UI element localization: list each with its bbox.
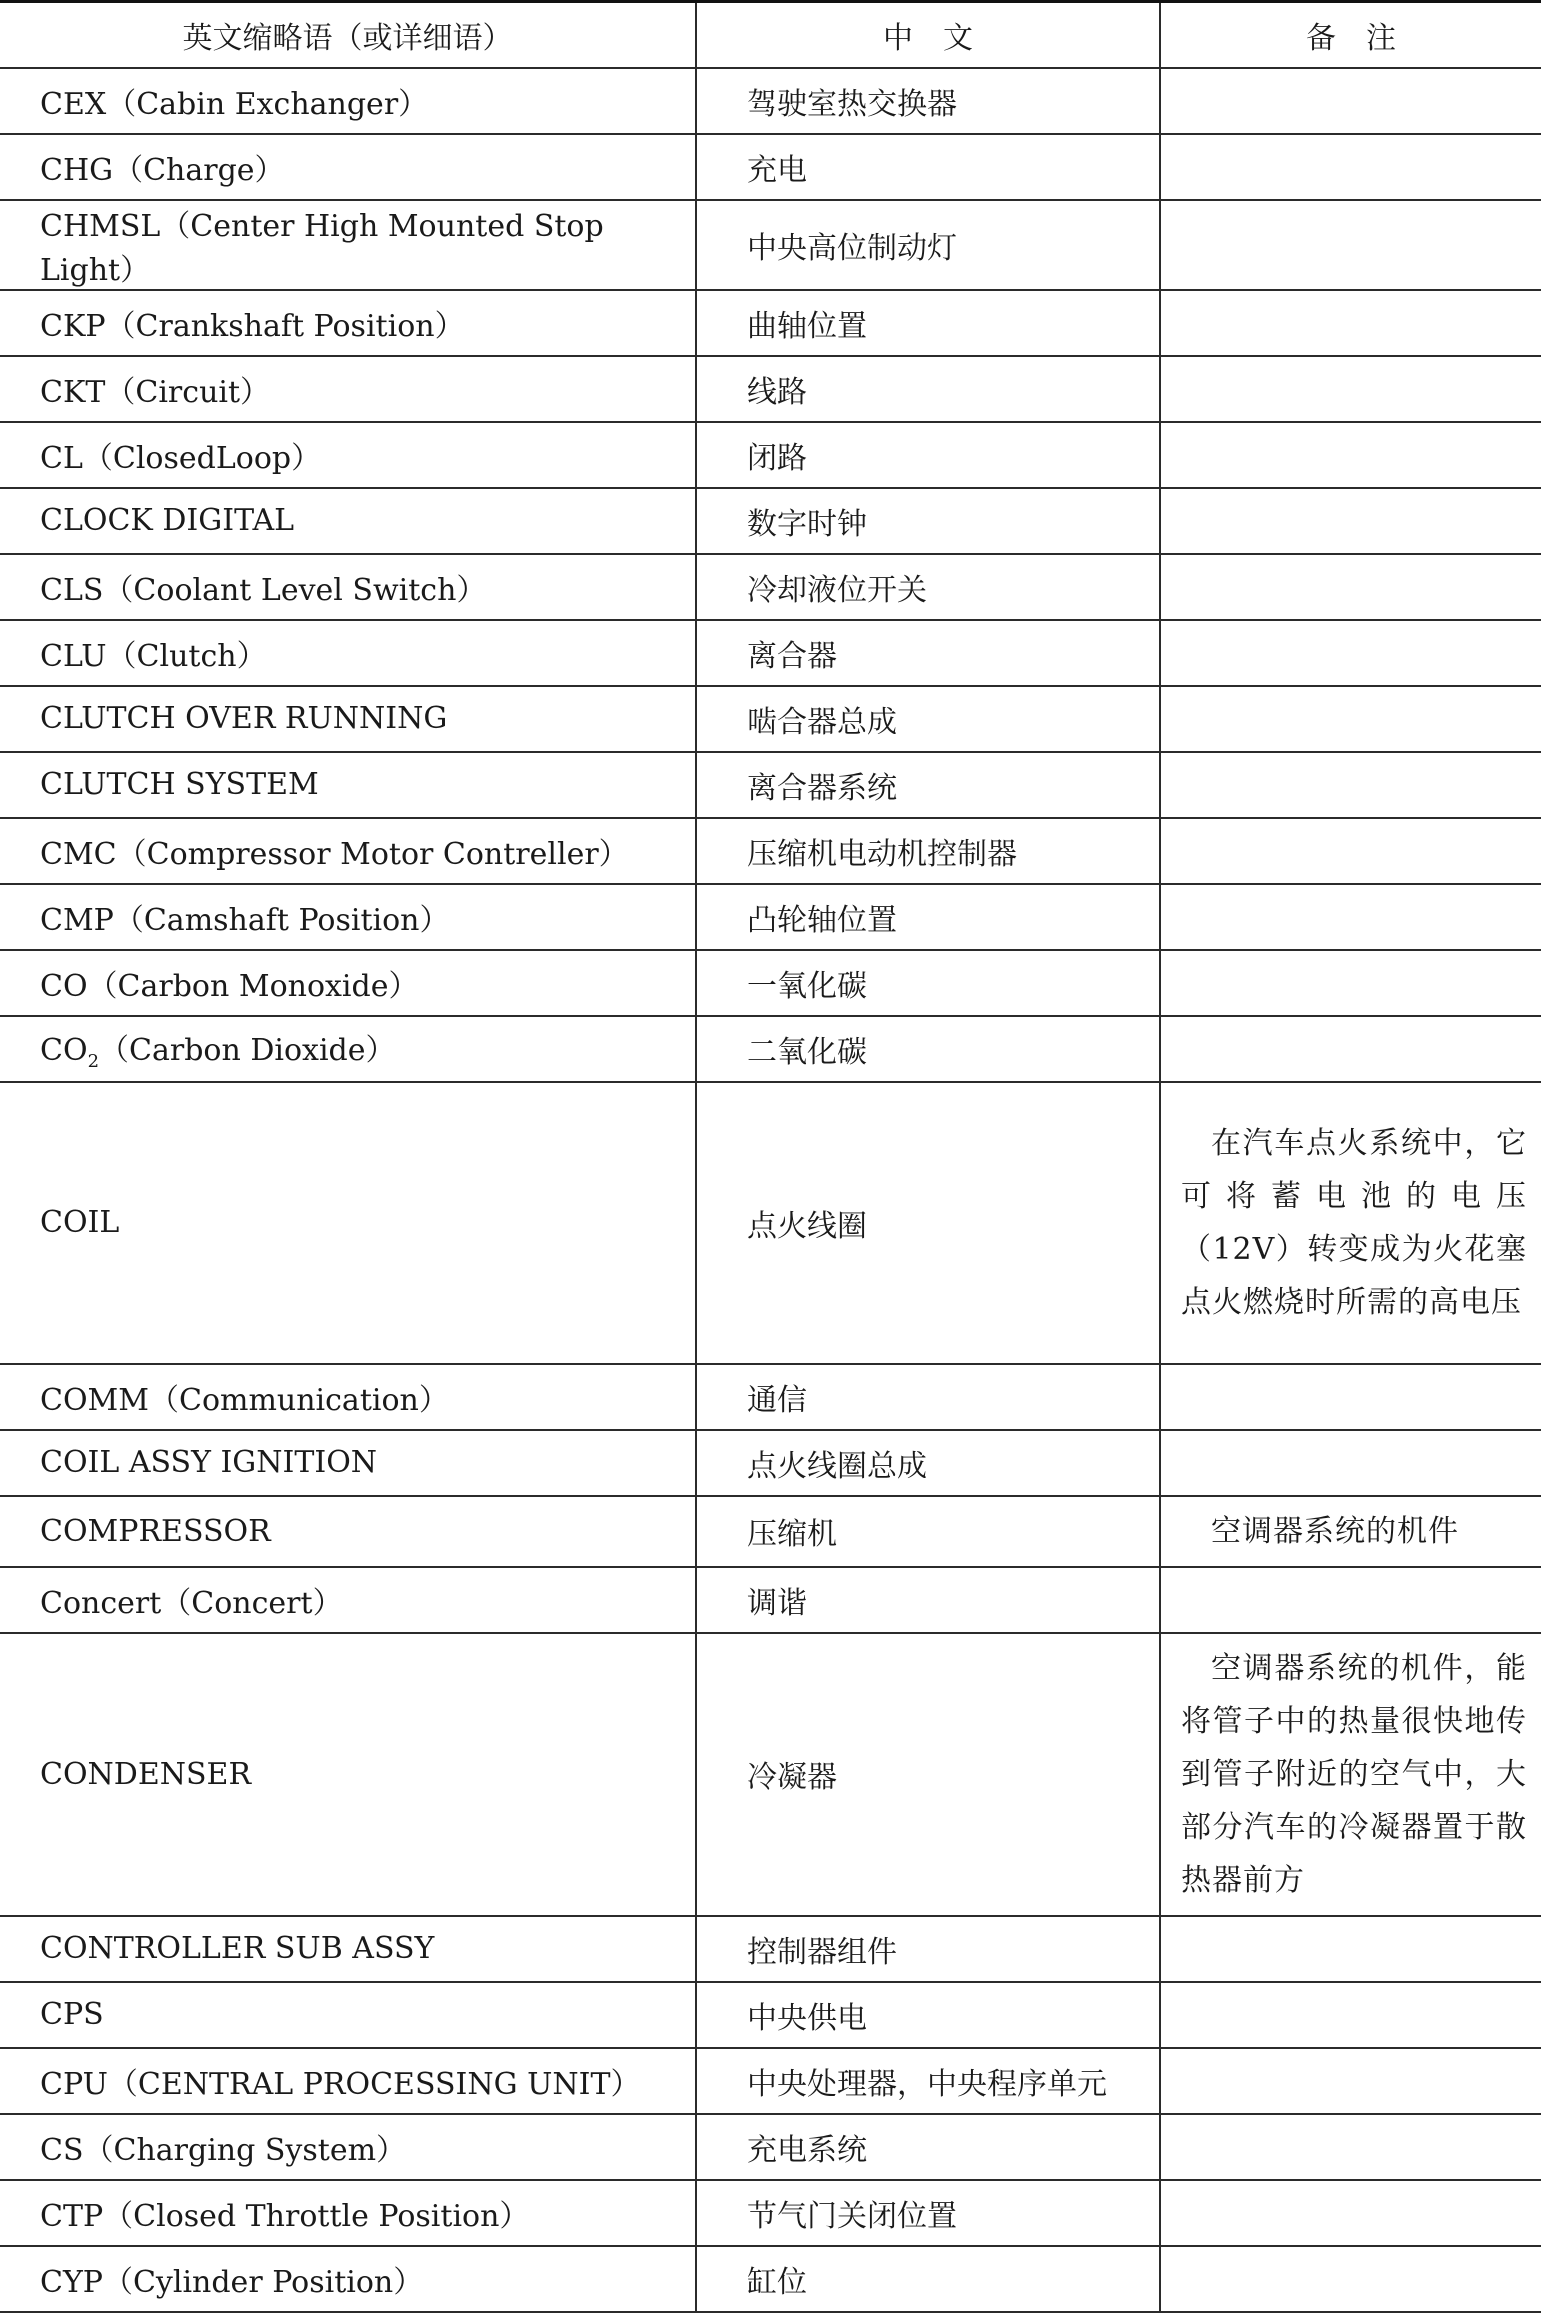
- cell-remarks: [1160, 2180, 1541, 2246]
- cell-remarks: [1160, 134, 1541, 200]
- cell-english: CLOCK DIGITAL: [0, 488, 696, 554]
- cell-english: COMM（Communication）: [0, 1364, 696, 1430]
- cell-english: COIL ASSY IGNITION: [0, 1430, 696, 1496]
- cell-english: CO（Carbon Monoxide）: [0, 950, 696, 1016]
- cell-english: CHMSL（Center High Mounted Stop Light）: [0, 200, 696, 290]
- cell-remarks: [1160, 620, 1541, 686]
- cell-remarks: [1160, 290, 1541, 356]
- cell-english: CYP（Cylinder Position）: [0, 2246, 696, 2312]
- table-row: [0, 1496, 1541, 1567]
- cell-chinese: 节气门关闭位置: [696, 2180, 1160, 2246]
- cell-chinese: 线路: [696, 356, 1160, 422]
- table-row: [0, 2180, 1541, 2246]
- cell-chinese: 中央处理器，中央程序单元: [696, 2048, 1160, 2114]
- cell-english: CONDENSER: [0, 1633, 696, 1916]
- cell-english: CHG（Charge）: [0, 134, 696, 200]
- table-row: [0, 1982, 1541, 2048]
- cell-chinese: 控制器组件: [696, 1916, 1160, 1982]
- table-row: [0, 950, 1541, 1016]
- cell-remarks: [1160, 1916, 1541, 1982]
- header-english: 英文缩略语（或详细语）: [0, 2, 696, 68]
- cell-remarks: [1160, 686, 1541, 752]
- cell-remarks: [1160, 1567, 1541, 1633]
- header-remarks: 备 注: [1160, 2, 1541, 68]
- cell-english: Concert（Concert）: [0, 1567, 696, 1633]
- formula-co: CO: [40, 1033, 88, 1068]
- table-row: [0, 1082, 1541, 1364]
- cell-chinese: 调谐: [696, 1567, 1160, 1633]
- remark-text: 空调器系统的机件，能将管子中的热量很快地传到管子附近的空气中，大部分汽车的冷凝器置于散热器前方: [1181, 1650, 1527, 1898]
- cell-chinese: 通信: [696, 1364, 1160, 1430]
- cell-english: CLU（Clutch）: [0, 620, 696, 686]
- cell-remarks: [1160, 2246, 1541, 2312]
- cell-english: CMC（Compressor Motor Contreller）: [0, 818, 696, 884]
- cell-chinese: 离合器系统: [696, 752, 1160, 818]
- table-row: [0, 2246, 1541, 2312]
- cell-chinese: 缸位: [696, 2246, 1160, 2312]
- table-row: [0, 290, 1541, 356]
- cell-english: CL（ClosedLoop）: [0, 422, 696, 488]
- cell-remarks: [1160, 2048, 1541, 2114]
- table-row: [0, 356, 1541, 422]
- cell-chinese: 驾驶室热交换器: [696, 68, 1160, 134]
- table-row: [0, 200, 1541, 290]
- cell-remarks: [1160, 200, 1541, 290]
- table-row: [0, 686, 1541, 752]
- cell-english: CS（Charging System）: [0, 2114, 696, 2180]
- cell-remarks: [1160, 68, 1541, 134]
- header-chinese: 中 文: [696, 2, 1160, 68]
- table-row: [0, 134, 1541, 200]
- table-row: [0, 554, 1541, 620]
- remark-text: 空调器系统的机件: [1211, 1513, 1459, 1549]
- cell-remarks: [1160, 2114, 1541, 2180]
- cell-remarks: [1160, 554, 1541, 620]
- cell-remarks: [1160, 488, 1541, 554]
- table-body: [0, 68, 1541, 2312]
- table-row: [0, 2048, 1541, 2114]
- table-row: [0, 818, 1541, 884]
- cell-chinese: 二氧化碳: [696, 1016, 1160, 1082]
- formula-desc: （Carbon Dioxide）: [99, 1033, 396, 1068]
- table-row: [0, 620, 1541, 686]
- table-row: [0, 68, 1541, 134]
- remark-text: 在汽车点火系统中，它可将蓄电池的电压（12V）转变成为火花塞点火燃烧时所需的高电压: [1181, 1125, 1527, 1320]
- cell-chinese: 一氧化碳: [696, 950, 1160, 1016]
- table-row: [0, 2114, 1541, 2180]
- cell-chinese: 冷凝器: [696, 1633, 1160, 1916]
- cell-remarks: [1160, 1430, 1541, 1496]
- cell-english: COIL: [0, 1082, 696, 1364]
- cell-chinese: 充电系统: [696, 2114, 1160, 2180]
- cell-remarks: [1160, 1082, 1541, 1364]
- table-row: [0, 488, 1541, 554]
- cell-english: CEX（Cabin Exchanger）: [0, 68, 696, 134]
- table-row: [0, 1364, 1541, 1430]
- table-header: [0, 2, 1541, 68]
- cell-remarks: [1160, 1633, 1541, 1916]
- header-row: [0, 2, 1541, 68]
- cell-chinese: 压缩机电动机控制器: [696, 818, 1160, 884]
- cell-chinese: 点火线圈总成: [696, 1430, 1160, 1496]
- cell-remarks: [1160, 752, 1541, 818]
- table-row: [0, 884, 1541, 950]
- cell-chinese: 中央供电: [696, 1982, 1160, 2048]
- cell-remarks: [1160, 422, 1541, 488]
- cell-english: [0, 1016, 696, 1082]
- cell-english: CKP（Crankshaft Position）: [0, 290, 696, 356]
- cell-english: CONTROLLER SUB ASSY: [0, 1916, 696, 1982]
- cell-chinese: 冷却液位开关: [696, 554, 1160, 620]
- cell-chinese: 离合器: [696, 620, 1160, 686]
- cell-english: CMP（Camshaft Position）: [0, 884, 696, 950]
- table-row: [0, 1633, 1541, 1916]
- cell-english: CLUTCH SYSTEM: [0, 752, 696, 818]
- table-row: [0, 1016, 1541, 1082]
- table-row: [0, 752, 1541, 818]
- cell-english: CPS: [0, 1982, 696, 2048]
- cell-english: COMPRESSOR: [0, 1496, 696, 1567]
- table-row: [0, 1916, 1541, 1982]
- cell-remarks: [1160, 950, 1541, 1016]
- cell-chinese: 啮合器总成: [696, 686, 1160, 752]
- cell-remarks: [1160, 884, 1541, 950]
- cell-chinese: 闭路: [696, 422, 1160, 488]
- cell-chinese: 点火线圈: [696, 1082, 1160, 1364]
- cell-chinese: 压缩机: [696, 1496, 1160, 1567]
- cell-remarks: [1160, 818, 1541, 884]
- cell-chinese: 数字时钟: [696, 488, 1160, 554]
- cell-remarks: [1160, 1982, 1541, 2048]
- cell-english: CPU（CENTRAL PROCESSING UNIT）: [0, 2048, 696, 2114]
- cell-remarks: [1160, 1016, 1541, 1082]
- cell-english: CTP（Closed Throttle Position）: [0, 2180, 696, 2246]
- cell-chinese: 凸轮轴位置: [696, 884, 1160, 950]
- cell-english: CLUTCH OVER RUNNING: [0, 686, 696, 752]
- cell-chinese: 充电: [696, 134, 1160, 200]
- table-row: [0, 1430, 1541, 1496]
- table-row: [0, 1567, 1541, 1633]
- cell-remarks: [1160, 356, 1541, 422]
- formula-subscript: 2: [87, 1051, 100, 1072]
- cell-remarks: [1160, 1496, 1541, 1567]
- cell-remarks: [1160, 1364, 1541, 1430]
- cell-english: CKT（Circuit）: [0, 356, 696, 422]
- table-row: [0, 422, 1541, 488]
- cell-chinese: 曲轴位置: [696, 290, 1160, 356]
- cell-chinese: 中央高位制动灯: [696, 200, 1160, 290]
- cell-english: CLS（Coolant Level Switch）: [0, 554, 696, 620]
